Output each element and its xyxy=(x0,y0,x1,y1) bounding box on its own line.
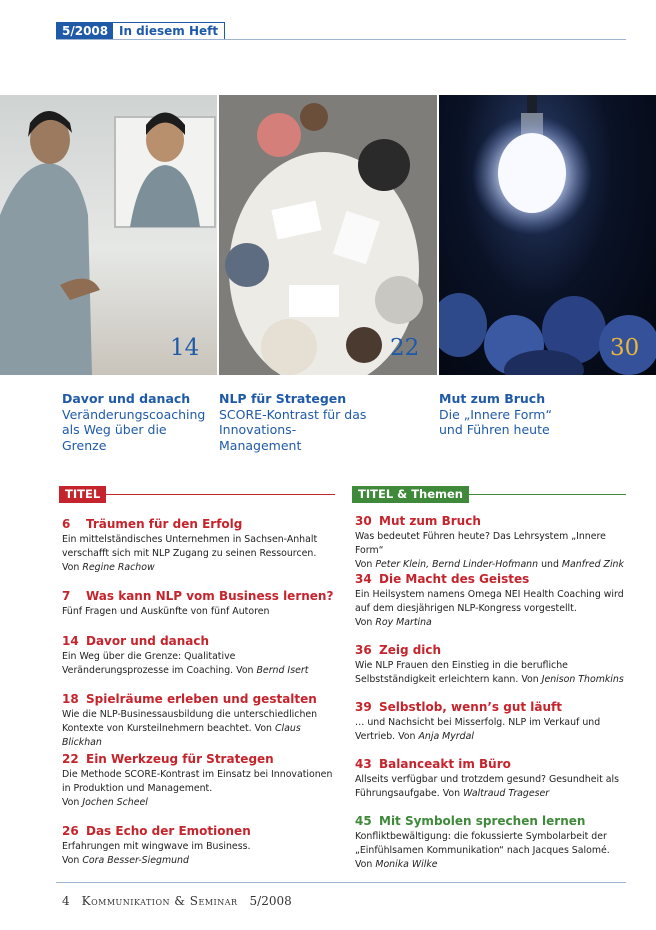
photo-light-bulbs[interactable] xyxy=(439,95,656,375)
toc-author: Waltraud Trageser xyxy=(463,788,550,799)
toc-page: 14 xyxy=(62,634,79,648)
photo-mirror-man[interactable] xyxy=(0,95,217,375)
photo-page-number: 22 xyxy=(390,335,420,361)
toc-and: und xyxy=(541,559,559,570)
toc-entry[interactable] xyxy=(62,589,337,619)
toc-description: Was bedeutet Führen heute? Das Lehrsystem „Innere Form“ xyxy=(355,531,606,556)
toc-author: Regine Rachow xyxy=(82,562,155,573)
toc-description: Die Methode SCORE-Kontrast im Einsatz bei Innovationen in Produktion und Management. xyxy=(62,769,333,794)
footer-magazine: Kommunikation & Seminar xyxy=(81,894,238,908)
toc-title: Mit Symbolen sprechen lernen xyxy=(379,814,586,828)
toc-author: Jochen Scheel xyxy=(82,797,148,808)
toc-description: Ein Heilsystem namens Omega NEI Health Coaching wird auf dem diesjährigen NLP-Kongress vorgestellt. xyxy=(355,589,624,614)
toc-entry[interactable] xyxy=(62,692,337,750)
toc-description: Wie NLP Frauen den Einstieg in die berufliche Selbstständigkeit erleichtern kann. xyxy=(355,660,568,685)
toc-by: Von xyxy=(254,723,273,734)
toc-title: Ein Werkzeug für Strategen xyxy=(86,752,274,766)
caption-title: Mut zum Bruch xyxy=(439,391,546,406)
toc-by: Von xyxy=(442,788,461,799)
toc-title: Die Macht des Geistes xyxy=(379,572,530,586)
toc-page: 18 xyxy=(62,692,79,706)
toc-description: Fünf Fragen und Auskünfte von fünf Autoren xyxy=(62,606,270,617)
toc-entry[interactable] xyxy=(62,752,337,810)
toc-page: 39 xyxy=(355,700,372,714)
toc-entry[interactable] xyxy=(355,514,627,572)
footer-page-number: 4 xyxy=(62,894,70,908)
toc-author: Peter Klein, Bernd Linder-Hofmann xyxy=(375,559,539,570)
toc-title: Davor und danach xyxy=(86,634,210,648)
section-label-themen: TITEL & Themen xyxy=(352,486,469,503)
caption-subtitle: SCORE-Kontrast für das Innovations-Management xyxy=(219,406,367,453)
caption-title: NLP für Strategen xyxy=(219,391,347,406)
toc-page: 45 xyxy=(355,814,372,828)
footer xyxy=(62,894,292,908)
caption-1[interactable] xyxy=(62,391,212,453)
toc-by: Von xyxy=(62,797,80,808)
toc-by: Von xyxy=(62,855,80,866)
toc-title: Mut zum Bruch xyxy=(379,514,481,528)
toc-author: Bernd Isert xyxy=(256,665,309,676)
toc-author: Claus Blickhan xyxy=(62,723,301,748)
toc-author: Monika Wilke xyxy=(375,859,438,870)
toc-page: 43 xyxy=(355,757,372,771)
photo-page-number: 14 xyxy=(170,335,200,361)
toc-by: Von xyxy=(398,731,416,742)
toc-title: Zeig dich xyxy=(379,643,442,657)
toc-page: 30 xyxy=(355,514,372,528)
photo-page-number: 30 xyxy=(610,335,640,361)
toc-title: Selbstlob, wenn’s gut läuft xyxy=(379,700,562,714)
toc-page: 6 xyxy=(62,517,71,531)
toc-entry[interactable] xyxy=(62,517,337,575)
toc-description: … und Nachsicht bei Misserfolg. NLP im Verkauf und Vertrieb. xyxy=(355,717,601,742)
header-rule xyxy=(56,39,626,40)
toc-entry[interactable] xyxy=(355,643,627,687)
footer-issue: 5/2008 xyxy=(249,894,292,908)
toc-author: Roy Martina xyxy=(375,617,432,628)
toc-entry[interactable] xyxy=(62,634,337,678)
toc-description: Wie die NLP-Businessausbildung die unterschiedlichen Kontexte von Kursteilnehmern beachtet. xyxy=(62,709,318,734)
toc-entry[interactable] xyxy=(355,757,627,801)
toc-by: Von xyxy=(355,859,373,870)
footer-rule xyxy=(56,882,626,883)
toc-by: Von xyxy=(236,665,254,676)
toc-description: Allseits verfügbar und trotzdem gesund? Gesundheit als Führungsaufgabe. xyxy=(355,774,619,799)
caption-2[interactable] xyxy=(219,391,369,453)
caption-subtitle: Veränderungscoaching als Weg über die Grenze xyxy=(62,406,206,453)
toc-title: Spielräume erleben und gestalten xyxy=(86,692,317,706)
toc-author: Manfred Zink xyxy=(561,559,624,570)
toc-entry[interactable] xyxy=(355,572,627,630)
toc-description: Ein Weg über die Grenze: Qualitative Veränderungsprozesse im Coaching. xyxy=(62,651,236,676)
toc-by: Von xyxy=(521,674,539,685)
toc-page: 22 xyxy=(62,752,79,766)
issue-badge: 5/2008 xyxy=(56,22,114,40)
caption-subtitle: Die „Innere Form“ und Führen heute xyxy=(439,406,552,437)
toc-description: Ein mittelständisches Unternehmen in Sachsen-Anhalt verschafft sich mit NLP Zugang zu seinen Ressourcen. xyxy=(62,534,318,559)
toc-author: Jenison Thomkins xyxy=(541,674,624,685)
caption-3[interactable] xyxy=(439,391,569,438)
toc-author: Anja Myrdal xyxy=(418,731,474,742)
toc-title: Das Echo der Emotionen xyxy=(86,824,251,838)
photo-meeting-table[interactable] xyxy=(219,95,437,375)
toc-description: Konfliktbewältigung: die fokussierte Symbolarbeit der „Einfühlsamen Kommunikation“ nach Jacques Salomé. xyxy=(355,831,610,856)
toc-page: 26 xyxy=(62,824,79,838)
toc-by: Von xyxy=(355,559,373,570)
toc-entry[interactable] xyxy=(355,814,627,872)
section-header-title: In diesem Heft xyxy=(112,22,225,40)
toc-by: Von xyxy=(62,562,80,573)
toc-page: 34 xyxy=(355,572,372,586)
toc-author: Cora Besser-Siegmund xyxy=(82,855,189,866)
toc-title: Balanceakt im Büro xyxy=(379,757,511,771)
toc-title: Träumen für den Erfolg xyxy=(86,517,243,531)
toc-description: Erfahrungen mit wingwave im Business. xyxy=(62,841,251,852)
toc-page: 36 xyxy=(355,643,372,657)
section-label-titel: TITEL xyxy=(59,486,106,503)
toc-entry[interactable] xyxy=(62,824,337,868)
toc-title: Was kann NLP vom Business lernen? xyxy=(86,589,334,603)
caption-title: Davor und danach xyxy=(62,391,191,406)
toc-page: 7 xyxy=(62,589,71,603)
toc-by: Von xyxy=(355,617,373,628)
toc-entry[interactable] xyxy=(355,700,627,744)
